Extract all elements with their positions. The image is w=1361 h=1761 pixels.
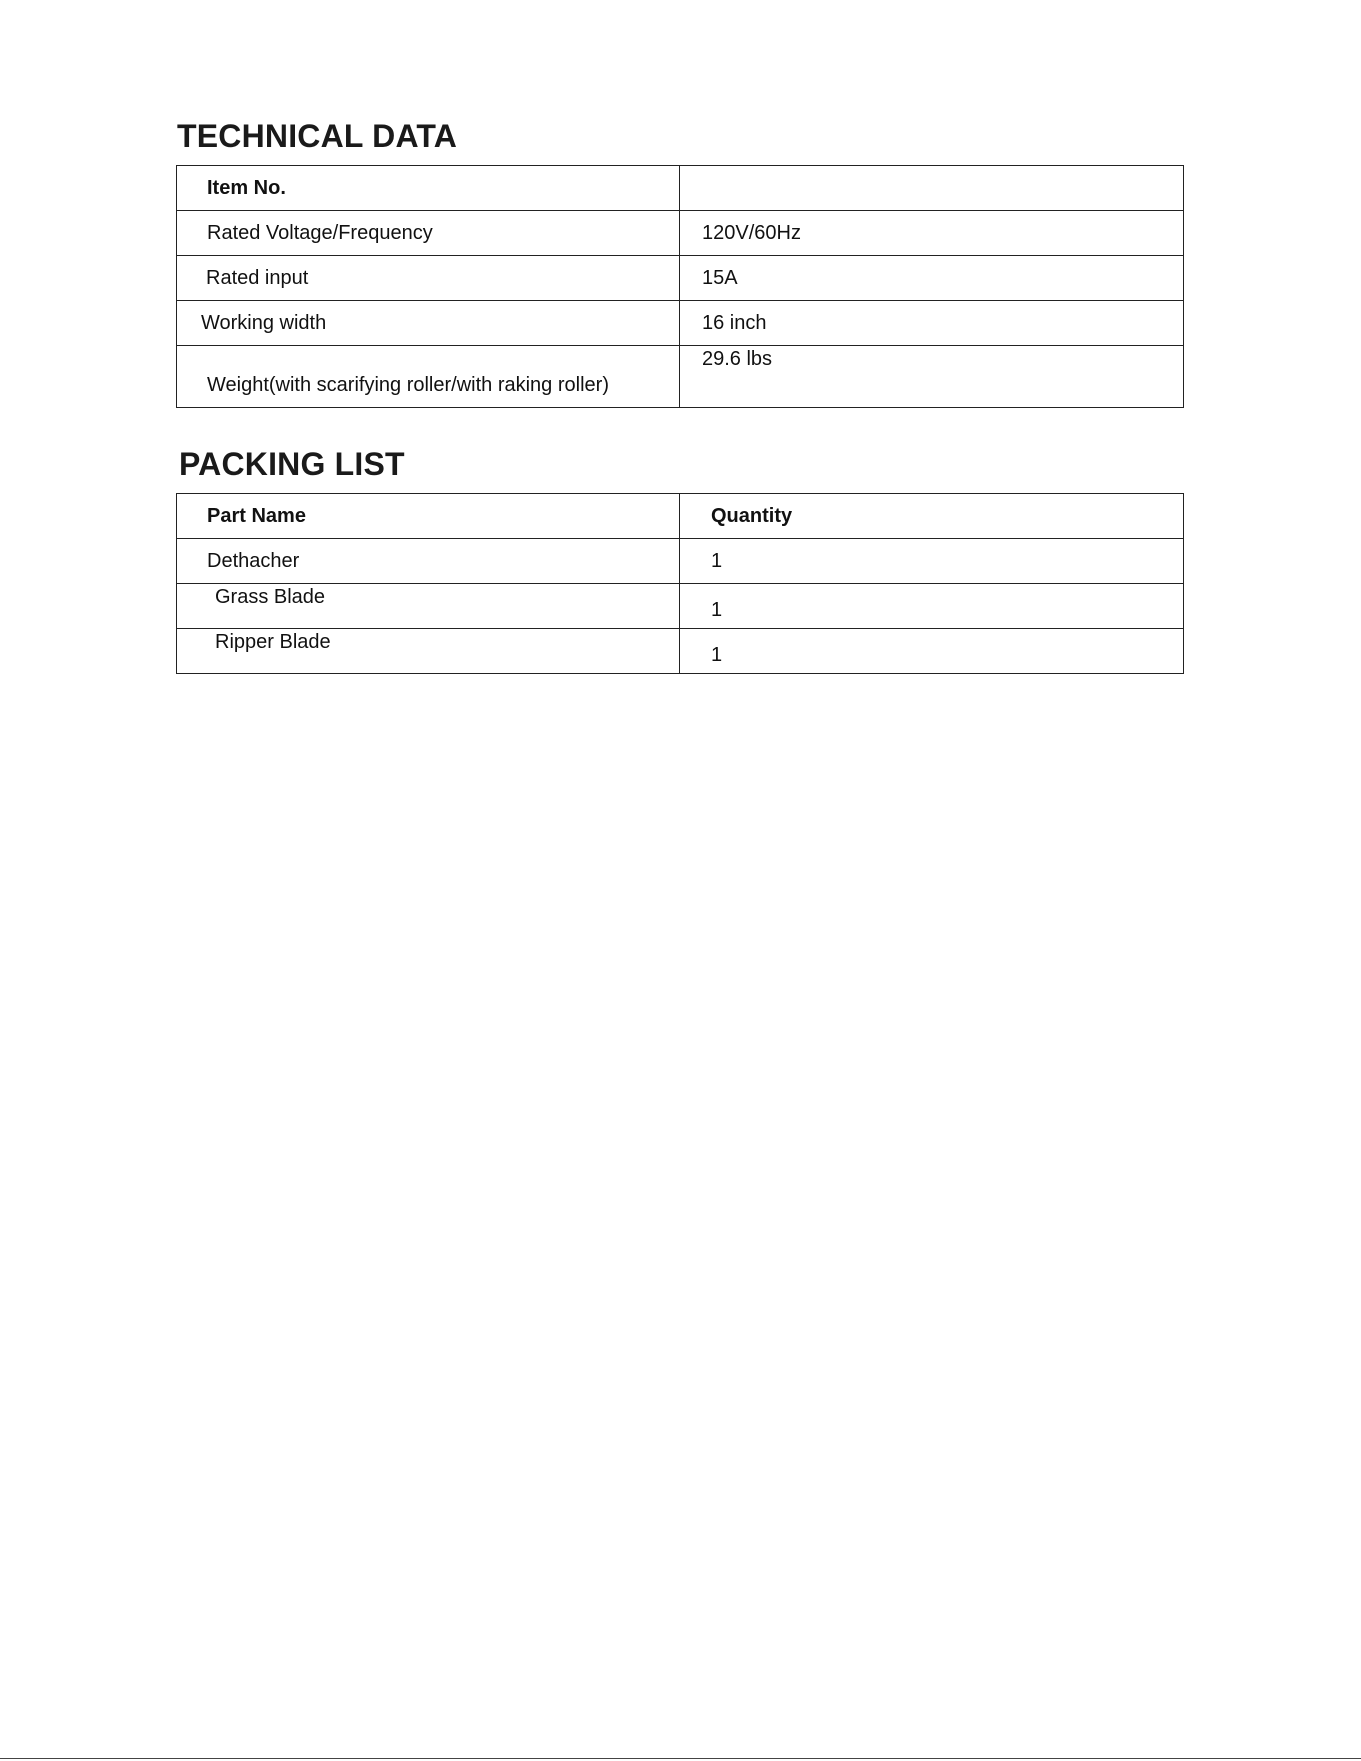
spec-label-item-no: Item No. bbox=[177, 166, 680, 211]
spec-value-rated-voltage: 120V/60Hz bbox=[680, 211, 1184, 256]
quantity-cell: 1 bbox=[680, 539, 1184, 584]
table-row bbox=[177, 346, 1184, 408]
part-name-cell: Grass Blade bbox=[177, 584, 680, 629]
table-row bbox=[177, 629, 1184, 674]
page-bottom-rule bbox=[0, 1758, 1361, 1759]
packing-list-title: PACKING LIST bbox=[179, 446, 405, 482]
quantity-cell: 1 bbox=[680, 629, 1184, 674]
technical-data-title: TECHNICAL DATA bbox=[177, 118, 458, 154]
spec-value-weight: 29.6 lbs bbox=[680, 346, 1184, 408]
spec-label-rated-voltage: Rated Voltage/Frequency bbox=[177, 211, 680, 256]
spec-label-weight: Weight(with scarifying roller/with raking roller) bbox=[177, 346, 680, 408]
spec-label-rated-input: Rated input bbox=[177, 256, 680, 301]
packing-list-table bbox=[176, 493, 1184, 674]
header-part-name: Part Name bbox=[177, 494, 680, 539]
spec-value-item-no bbox=[680, 166, 1184, 211]
table-header-row bbox=[177, 494, 1184, 539]
quantity-cell: 1 bbox=[680, 584, 1184, 629]
table-row bbox=[177, 301, 1184, 346]
table-row bbox=[177, 166, 1184, 211]
table-row bbox=[177, 256, 1184, 301]
spec-label-working-width: Working width bbox=[177, 301, 680, 346]
table-row bbox=[177, 539, 1184, 584]
header-quantity: Quantity bbox=[680, 494, 1184, 539]
table-row bbox=[177, 584, 1184, 629]
table-row bbox=[177, 211, 1184, 256]
technical-data-table bbox=[176, 165, 1184, 408]
spec-value-working-width: 16 inch bbox=[680, 301, 1184, 346]
part-name-cell: Dethacher bbox=[177, 539, 680, 584]
spec-value-rated-input: 15A bbox=[680, 256, 1184, 301]
part-name-cell: Ripper Blade bbox=[177, 629, 680, 674]
